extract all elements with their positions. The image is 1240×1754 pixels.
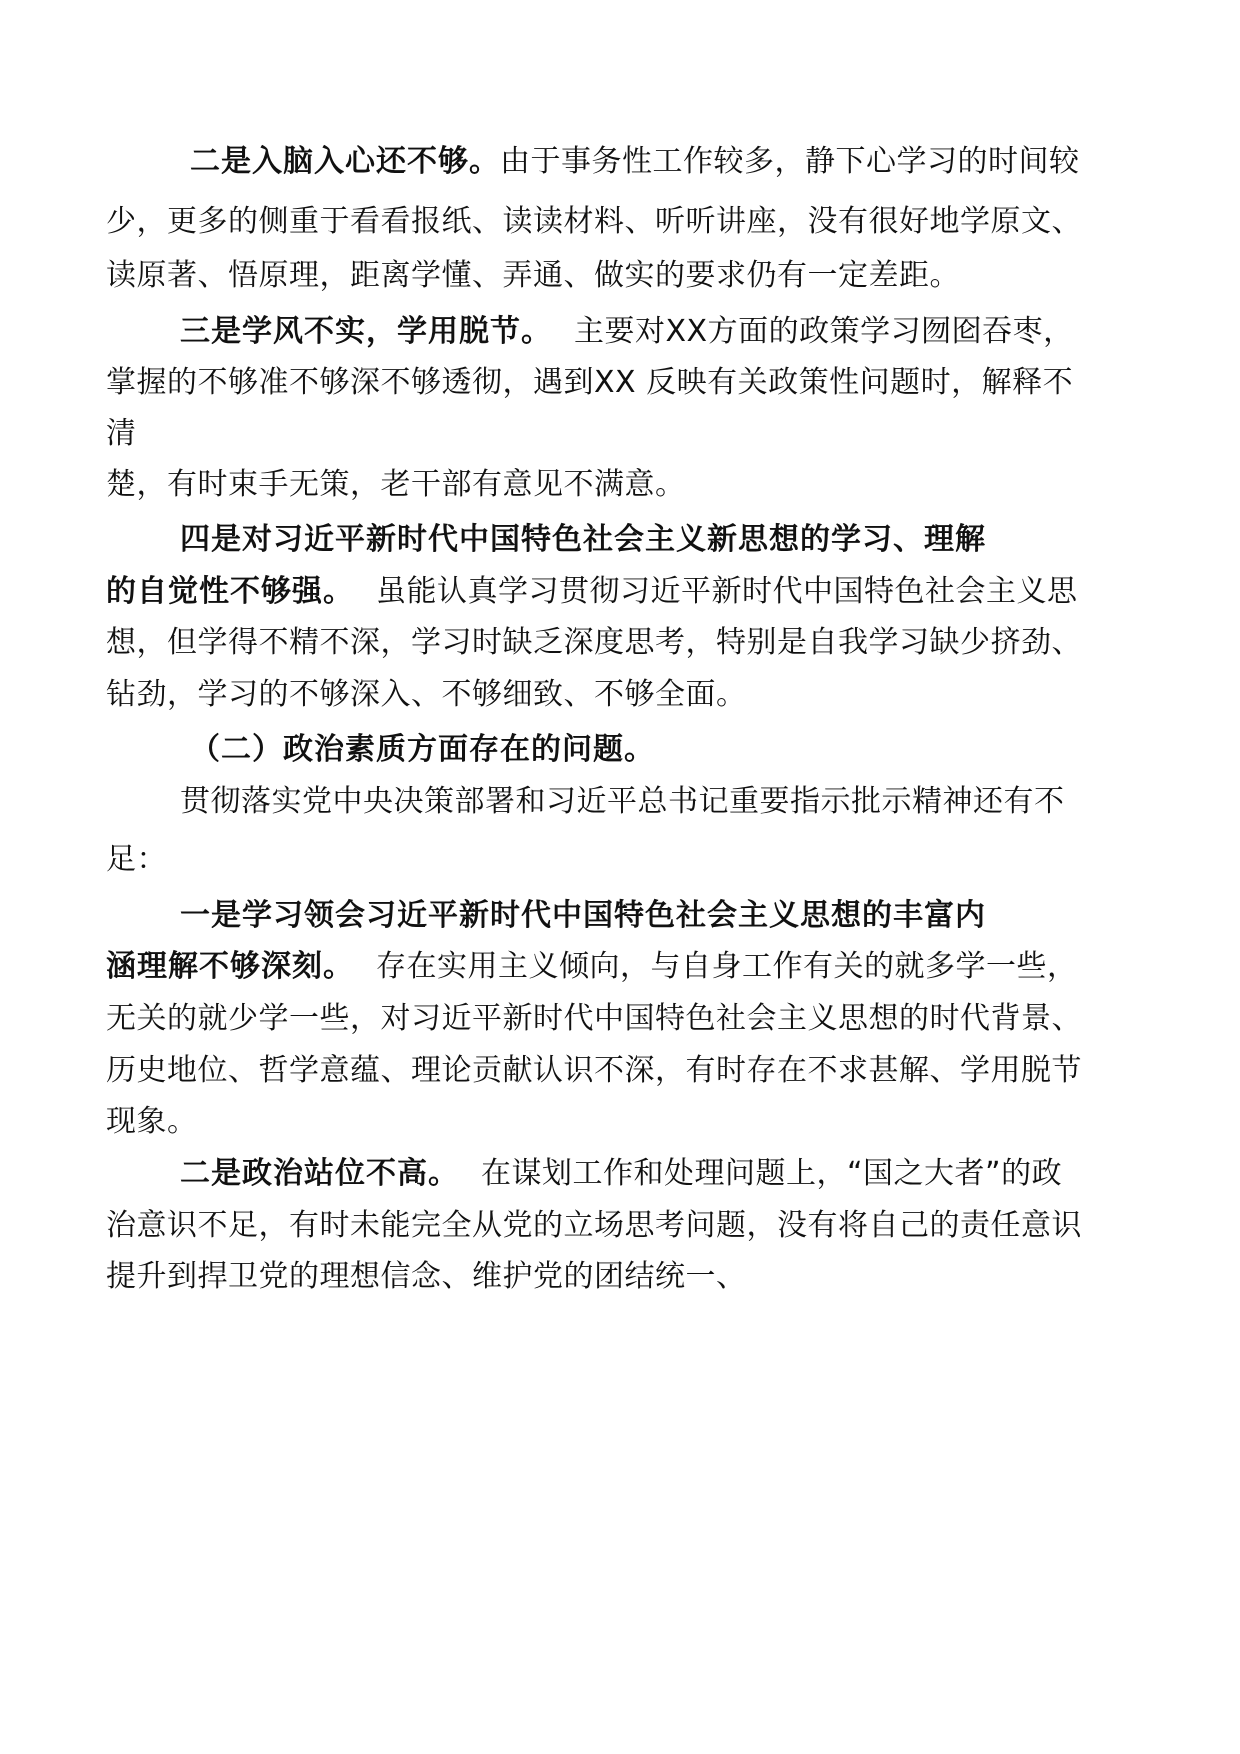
paragraph-6-heading: 二是政治站位不高。 bbox=[180, 1156, 459, 1191]
paragraph-3-heading-line-1: 四是对习近平新时代中国特色社会主义新思想的学习、理解 bbox=[180, 522, 986, 557]
paragraph-3-heading-line-2: 的自觉性不够强。 bbox=[106, 574, 354, 609]
paragraph-2-line-2: 掌握的不够准不够深不够透彻，遇到XX 反映有关政策性问题时，解释不 bbox=[106, 365, 1074, 400]
paragraph-5-line-5: 现象。 bbox=[106, 1104, 198, 1139]
paragraph-5-line-3: 无关的就少学一些，对习近平新时代中国特色社会主义思想的时代背景、 bbox=[106, 1001, 1082, 1036]
paragraph-2-text: 主要对XX方面的政策学习囫囵吞枣， bbox=[574, 314, 1074, 349]
paragraph-6-line-1 bbox=[180, 1154, 1062, 1194]
paragraph-1-line-1 bbox=[190, 142, 1080, 182]
paragraph-5-line-4: 历史地位、哲学意蕴、理论贡献认识不深，有时存在不求甚解、学用脱节 bbox=[106, 1053, 1082, 1088]
paragraph-2-line-1 bbox=[180, 312, 1074, 352]
paragraph-2-heading: 三是学风不实，学用脱节。 bbox=[180, 314, 552, 349]
paragraph-4-line-1: 贯彻落实党中央决策部署和习近平总书记重要指示批示精神还有不 bbox=[180, 784, 1065, 819]
paragraph-4-line-2: 足： bbox=[106, 842, 167, 877]
paragraph-3-text: 虽能认真学习贯彻习近平新时代中国特色社会主义思 bbox=[376, 574, 1078, 609]
paragraph-5-heading-line-1: 一是学习领会习近平新时代中国特色社会主义思想的丰富内 bbox=[180, 898, 986, 933]
paragraph-3-line-2 bbox=[106, 572, 1078, 612]
section-heading: （二）政治素质方面存在的问题。 bbox=[190, 732, 655, 767]
paragraph-1-heading: 二是入脑入心还不够。 bbox=[190, 144, 500, 179]
paragraph-6-line-3: 提升到捍卫党的理想信念、维护党的团结统一、 bbox=[106, 1259, 747, 1294]
paragraph-2-line-3: 清 bbox=[106, 416, 137, 451]
paragraph-2-line-4: 楚，有时束手无策，老干部有意见不满意。 bbox=[106, 467, 686, 502]
paragraph-1-line-2: 少，更多的侧重于看看报纸、读读材料、听听讲座，没有很好地学原文、 bbox=[106, 204, 1082, 239]
paragraph-6-line-2: 治意识不足，有时未能完全从党的立场思考问题，没有将自己的责任意识 bbox=[106, 1208, 1082, 1243]
paragraph-6-text: 在谋划工作和处理问题上，“国之大者”的政 bbox=[481, 1156, 1063, 1191]
paragraph-5-heading-line-2: 涵理解不够深刻。 bbox=[106, 949, 354, 984]
paragraph-1-line-3: 读原著、悟原理，距离学懂、弄通、做实的要求仍有一定差距。 bbox=[106, 258, 960, 293]
paragraph-3-line-4: 钻劲，学习的不够深入、不够细致、不够全面。 bbox=[106, 677, 747, 712]
paragraph-3-line-3: 想，但学得不精不深，学习时缺乏深度思考，特别是自我学习缺少挤劲、 bbox=[106, 625, 1082, 660]
paragraph-1-text: 由于事务性工作较多，静下心学习的时间较 bbox=[500, 144, 1080, 179]
paragraph-5-text: 存在实用主义倾向，与自身工作有关的就多学一些， bbox=[376, 949, 1078, 984]
paragraph-5-line-2 bbox=[106, 947, 1078, 987]
